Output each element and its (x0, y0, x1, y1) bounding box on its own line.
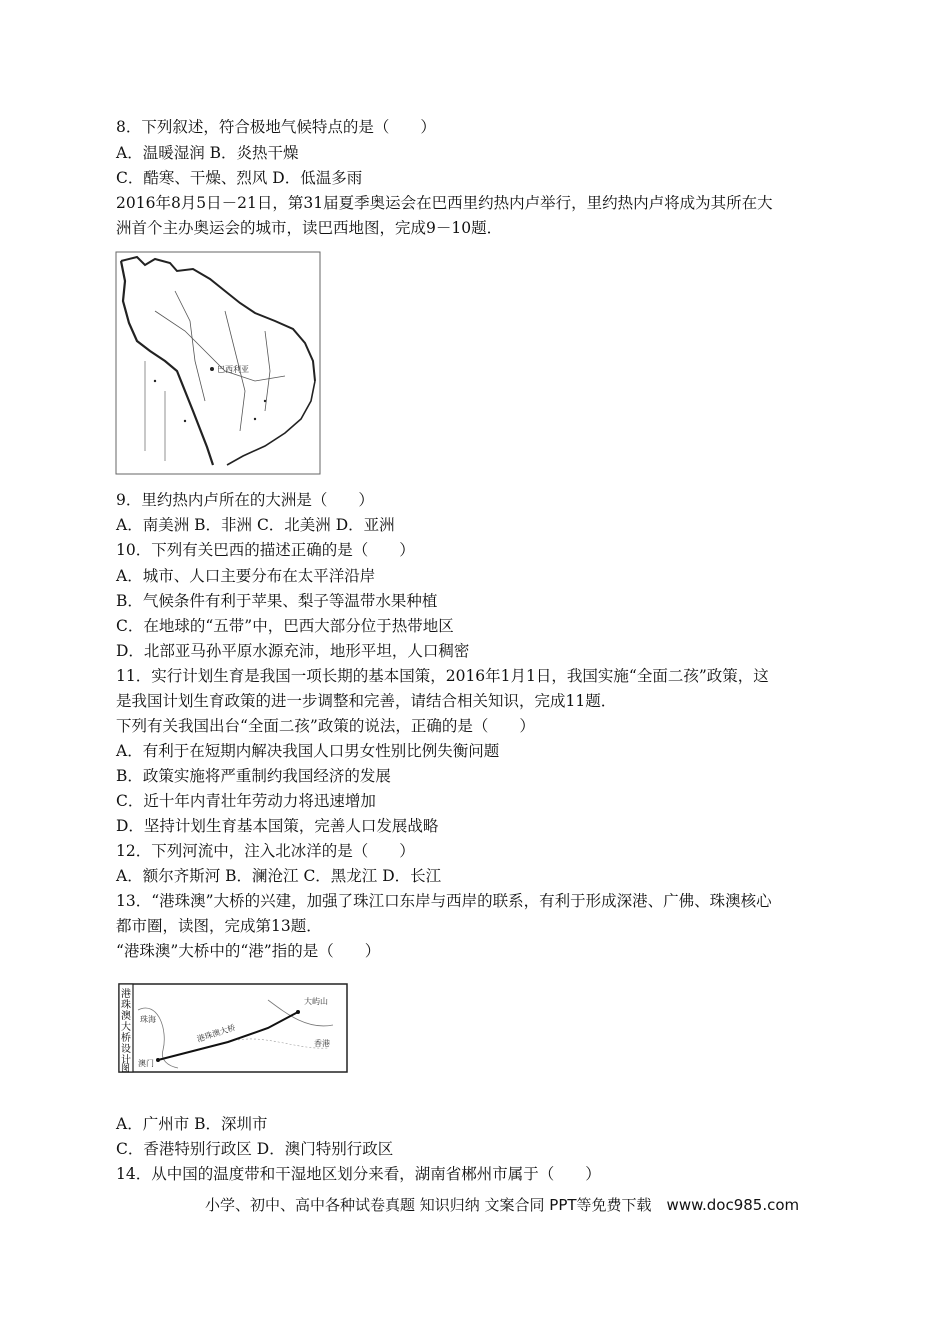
question-9-options: A．南美洲 B．非洲 C．北美洲 D．亚洲 (116, 516, 395, 534)
question-13-options-ab: A．广州市 B．深圳市 (116, 1115, 268, 1133)
passage-rio-line1: 2016年8月5日－21日，第31届夏季奥运会在巴西里约热内卢举行，里约热内卢将成为其所在大 (116, 194, 773, 212)
question-8-options-cd: C．酷寒、干燥、烈风 D．低温多雨 (116, 169, 363, 187)
question-12-options: A．额尔齐斯河 B．澜沧江 C．黑龙江 D．长江 (116, 867, 442, 885)
map-label-brasilia: 巴西利亚 (217, 365, 249, 374)
figure-label-macau: 澳门 (138, 1059, 154, 1068)
question-10-option-c: C．在地球的“五带”中，巴西大部分位于热带地区 (116, 617, 454, 635)
question-11-option-d: D．坚持计划生育基本国策，完善人口发展战略 (116, 817, 439, 835)
question-13-stem: “港珠澳”大桥中的“港”指的是（ ） (116, 942, 381, 960)
question-12-stem: 12．下列河流中，注入北冰洋的是（ ） (116, 842, 415, 860)
figure-title-char-2: 珠 (121, 1000, 131, 1011)
question-9-stem: 9．里约热内卢所在的大洲是（ ） (116, 491, 374, 509)
question-13-passage-line2: 都市圈，读图，完成第13题． (116, 917, 322, 935)
question-8-options-ab: A．温暖湿润 B．炎热干燥 (116, 144, 299, 162)
question-10-option-a: A．城市、人口主要分布在太平洋沿岸 (116, 567, 376, 585)
passage-rio-line2: 洲首个主办奥运会的城市，读巴西地图，完成9－10题． (116, 219, 503, 237)
question-11-option-a: A．有利于在短期内解决我国人口男女性别比例失衡问题 (116, 742, 500, 760)
question-10-stem: 10．下列有关巴西的描述正确的是（ ） (116, 541, 415, 559)
question-14-stem: 14．从中国的温度带和干湿地区划分来看，湖南省郴州市属于（ ） (116, 1165, 601, 1183)
question-13-passage-line1: 13．“港珠澳”大桥的兴建，加强了珠江口东岸与西岸的联系，有利于形成深港、广佛、珠澳核心 (116, 892, 772, 910)
figure-label-dayushan: 大屿山 (304, 997, 328, 1006)
question-8-stem: 8．下列叙述，符合极地气候特点的是（ ） (116, 118, 436, 136)
figure-label-hongkong: 香港 (314, 1039, 330, 1048)
brazil-map-figure (115, 251, 321, 475)
question-11-passage-line2: 是我国计划生育政策的进一步调整和完善，请结合相关知识，完成11题． (116, 692, 617, 710)
figure-label-bridge: 港珠澳大桥 (195, 1022, 237, 1044)
figure-title-char-4: 大 (121, 1022, 131, 1033)
question-11-stem: 下列有关我国出台“全面二孩”政策的说法，正确的是（ ） (116, 717, 535, 735)
figure-title-char-5: 桥 (121, 1033, 131, 1044)
question-11-option-c: C．近十年内青壮年劳动力将迅速增加 (116, 792, 376, 810)
figure-title-char-7: 计 (121, 1055, 131, 1066)
hzmb-design-figure (118, 970, 350, 1074)
question-10-option-d: D．北部亚马孙平原水源充沛，地形平坦，人口稠密 (116, 642, 470, 660)
question-11-passage-line1: 11．实行计划生育是我国一项长期的基本国策，2016年1月1日，我国实施“全面二孩”政策，这 (116, 667, 769, 685)
question-10-option-b: B．气候条件有利于苹果、梨子等温带水果种植 (116, 592, 438, 610)
question-11-option-b: B．政策实施将严重制约我国经济的发展 (116, 767, 391, 785)
page-footer: 小学、初中、高中各种试卷真题 知识归纳 文案合同 PPT等免费下载 www.doc985.com (205, 1196, 800, 1214)
figure-title-char-6: 设 (121, 1044, 131, 1055)
figure-title-char-1: 港 (121, 989, 131, 1000)
figure-title-char-3: 澳 (121, 1011, 131, 1022)
figure-title-char-8: 图 (121, 1064, 131, 1074)
question-13-options-cd: C．香港特别行政区 D．澳门特别行政区 (116, 1140, 394, 1158)
figure-label-zhuhai: 珠海 (140, 1015, 156, 1024)
